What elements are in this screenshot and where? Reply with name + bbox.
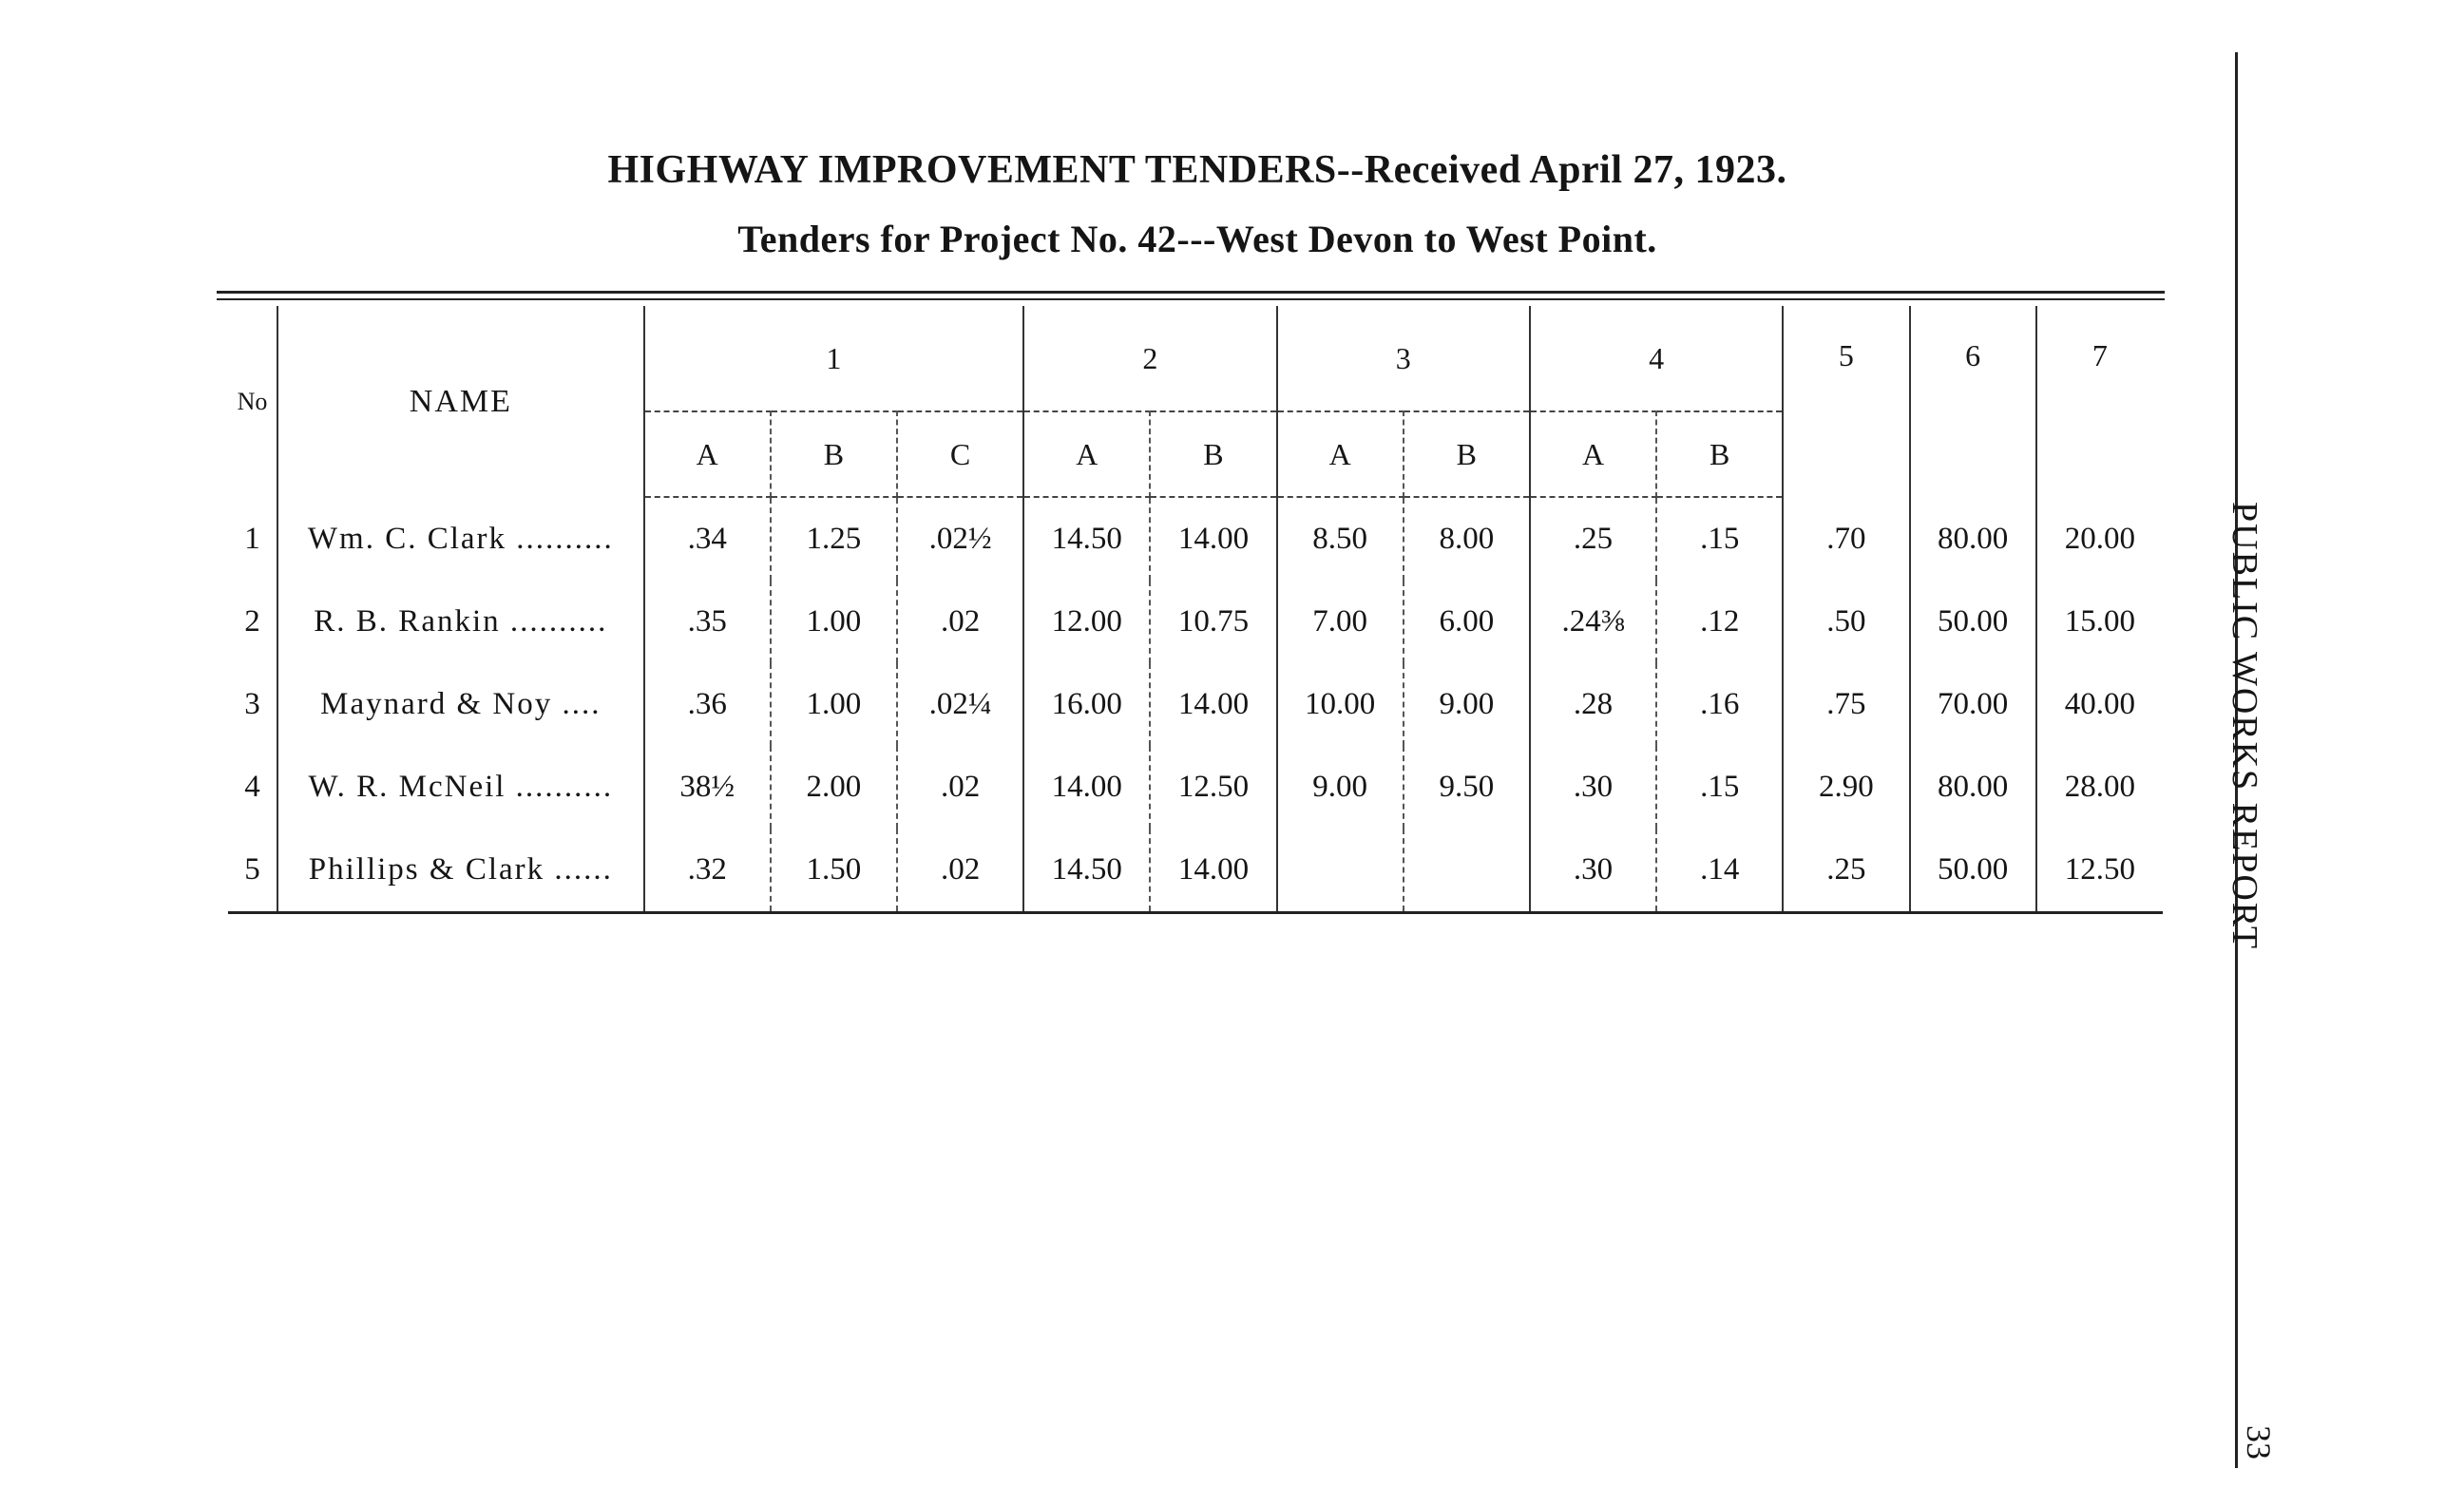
sub-header-3b: B: [1404, 411, 1530, 497]
cell-3b: 6.00: [1404, 581, 1530, 663]
bidder-name: W. R. McNeil ..........: [277, 746, 644, 829]
cell-1a: .35: [644, 581, 771, 663]
group-header-6: 6: [1910, 306, 2036, 497]
cell-6: 50.00: [1910, 581, 2036, 663]
row-number: 3: [228, 663, 277, 746]
row-number: 4: [228, 746, 277, 829]
row-number: 2: [228, 581, 277, 663]
group-header-7: 7: [2092, 338, 2108, 372]
sub-header-1b: B: [771, 411, 897, 497]
table-row: [228, 497, 2163, 581]
cell-2a: 14.50: [1023, 497, 1150, 581]
cell-1b: 2.00: [771, 746, 897, 829]
cell-2b: 14.00: [1150, 497, 1276, 581]
sub-header-1c: C: [897, 411, 1023, 497]
table-row: [228, 746, 2163, 829]
name-column-header: NAME: [277, 306, 644, 497]
table-row: [228, 581, 2163, 663]
top-rule-upper: [217, 291, 2165, 294]
cell-3b: 9.50: [1404, 746, 1530, 829]
bidder-name: R. B. Rankin ..........: [277, 581, 644, 663]
cell-7: 28.00: [2064, 770, 2135, 804]
cell-3b: [1404, 829, 1530, 913]
sub-header-3a: A: [1277, 411, 1404, 497]
sub-header-4a: A: [1530, 411, 1656, 497]
cell-7: 20.00: [2064, 521, 2135, 556]
cell-1b: 1.50: [771, 829, 897, 913]
tenders-table-wrapper: [228, 306, 2163, 914]
cell-5: .25: [1783, 829, 1909, 913]
cell-5: .50: [1783, 581, 1909, 663]
cell-4b: .14: [1656, 829, 1783, 913]
bidder-name: Maynard & Noy ....: [277, 663, 644, 746]
cell-2a: 16.00: [1023, 663, 1150, 746]
cell-3a: 10.00: [1277, 663, 1404, 746]
sub-header-2a: A: [1023, 411, 1150, 497]
cell-6: 80.00: [1910, 497, 2036, 581]
cell-4b: .15: [1656, 746, 1783, 829]
cell-4a: .24⅜: [1530, 581, 1656, 663]
cell-4b: .12: [1656, 581, 1783, 663]
cell-7: 15.00: [2064, 604, 2135, 639]
group-header-row: [228, 306, 2163, 411]
cell-3a: 9.00: [1277, 746, 1404, 829]
cell-4b: .16: [1656, 663, 1783, 746]
cell-4a: .30: [1530, 829, 1656, 913]
cell-3b: 8.00: [1404, 497, 1530, 581]
table-row: [228, 663, 2163, 746]
group-header-4: 4: [1530, 306, 1783, 411]
running-head-title: PUBLIC WORKS REPORT: [2225, 502, 2264, 951]
tenders-table: [228, 306, 2163, 914]
cell-6: 80.00: [1910, 746, 2036, 829]
cell-1a: 38½: [644, 746, 771, 829]
cell-1c: .02: [897, 746, 1023, 829]
cell-4a: .28: [1530, 663, 1656, 746]
cell-5: .70: [1783, 497, 1909, 581]
cell-3a: [1277, 829, 1404, 913]
cell-5: .75: [1783, 663, 1909, 746]
cell-3b: 9.00: [1404, 663, 1530, 746]
cell-6: 50.00: [1910, 829, 2036, 913]
bidder-name: Phillips & Clark ......: [277, 829, 644, 913]
document-title: HIGHWAY IMPROVEMENT TENDERS--Received April 27, 1923.: [607, 148, 1787, 192]
cell-2a: 14.50: [1023, 829, 1150, 913]
cell-4a: .30: [1530, 746, 1656, 829]
row-number: 5: [228, 829, 277, 913]
cell-4a: .25: [1530, 497, 1656, 581]
cell-1c: .02½: [897, 497, 1023, 581]
top-rule-lower: [217, 298, 2165, 300]
group-header-2: 2: [1023, 306, 1276, 411]
page-number: 33: [2240, 1425, 2278, 1459]
cell-2b: 14.00: [1150, 829, 1276, 913]
cell-1c: .02: [897, 829, 1023, 913]
cell-1a: .32: [644, 829, 771, 913]
cell-1a: .36: [644, 663, 771, 746]
cell-1b: 1.25: [771, 497, 897, 581]
cell-3a: 8.50: [1277, 497, 1404, 581]
group-header-1: 1: [644, 306, 1024, 411]
group-header-3: 3: [1277, 306, 1530, 411]
no-column-header: No: [228, 306, 277, 497]
cell-3a: 7.00: [1277, 581, 1404, 663]
cell-2b: 10.75: [1150, 581, 1276, 663]
cell-2b: 14.00: [1150, 663, 1276, 746]
cell-1b: 1.00: [771, 663, 897, 746]
table-row: [228, 829, 2163, 913]
group-header-5: 5: [1783, 306, 1909, 497]
sub-header-2b: B: [1150, 411, 1276, 497]
cell-1c: .02: [897, 581, 1023, 663]
cell-5: 2.90: [1783, 746, 1909, 829]
cell-4b: .15: [1656, 497, 1783, 581]
cell-7: 40.00: [2064, 687, 2135, 721]
bidder-name: Wm. C. Clark ..........: [277, 497, 644, 581]
cell-2a: 12.00: [1023, 581, 1150, 663]
cell-1b: 1.00: [771, 581, 897, 663]
cell-2a: 14.00: [1023, 746, 1150, 829]
cell-7: 12.50: [2064, 852, 2135, 887]
cell-1c: .02¼: [897, 663, 1023, 746]
cell-1a: .34: [644, 497, 771, 581]
sub-header-4b: B: [1656, 411, 1783, 497]
cell-6: 70.00: [1910, 663, 2036, 746]
cell-2b: 12.50: [1150, 746, 1276, 829]
row-number: 1: [228, 497, 277, 581]
document-subtitle: Tenders for Project No. 42---West Devon to West Point.: [737, 218, 1657, 260]
sub-header-1a: A: [644, 411, 771, 497]
